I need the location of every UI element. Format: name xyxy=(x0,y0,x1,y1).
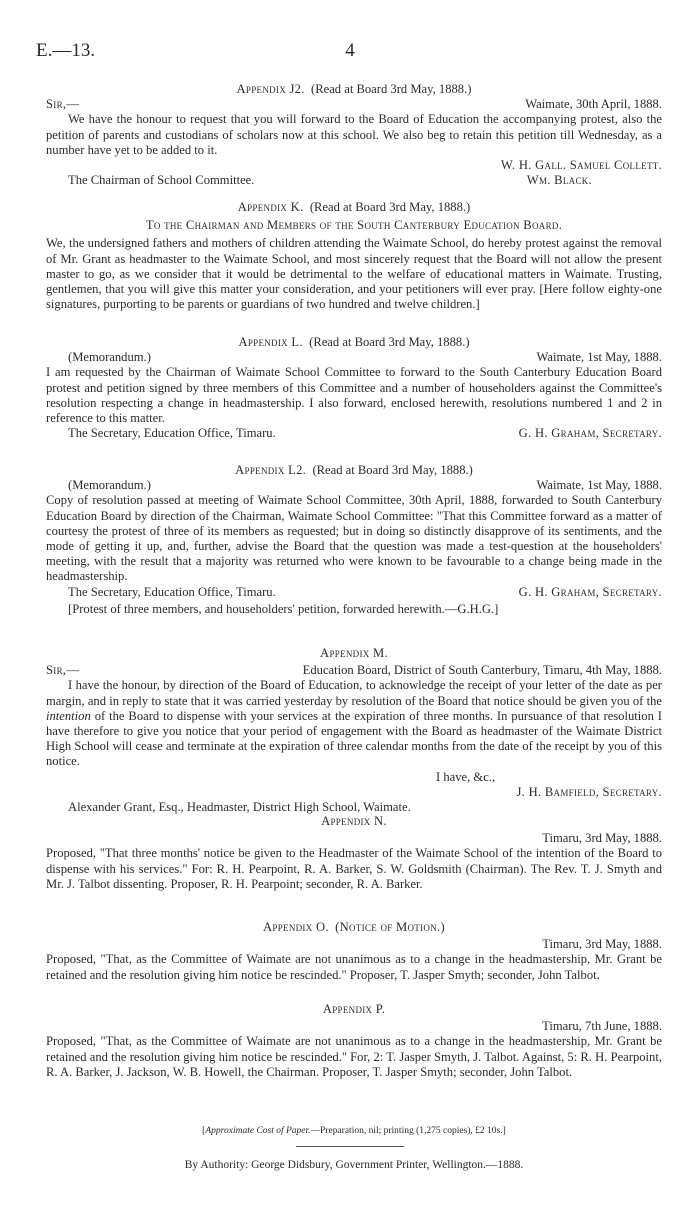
memo-row xyxy=(46,478,662,493)
closing: I have, &c., xyxy=(436,769,496,784)
letter-body-part: of the Board to dispense with your services at the expiration of three months. In pursuance of that resolution I have therefore to give you notice that your period of engagement with the Board as headmaster of the Waimate District High School will cease and terminate at the expiration of three calendar months from the date of the receipt by you of this notice. xyxy=(46,708,662,769)
dateline: Timaru, 7th June, 1888. xyxy=(542,1019,662,1034)
salutation: Sir,— xyxy=(46,97,80,112)
salutation-row xyxy=(46,663,662,678)
read-note: (Read at Board 3rd May, 1888.) xyxy=(309,200,471,214)
enclosure-note: [Protest of three members, and householders' petition, forwarded herewith.—G.H.G.] xyxy=(68,601,499,616)
appendix-j2-title xyxy=(46,82,662,97)
salutation: Sir,— xyxy=(46,663,80,678)
addressee: The Chairman of School Committee. xyxy=(68,173,255,188)
appendix-k xyxy=(46,200,662,312)
appendix-o xyxy=(46,920,662,983)
appendix-l-title xyxy=(46,335,662,350)
closing-row xyxy=(46,173,662,188)
cost-detail: —Preparation, nil; printing (1,275 copies), £2 10s. xyxy=(310,1126,503,1136)
signature: G. H. Graham, Secretary. xyxy=(518,426,662,441)
printer-authority: By Authority: George Didsbury, Government Printer, Wellington.—1888. xyxy=(184,1159,524,1171)
signature: J. H. Bamfield, Secretary. xyxy=(516,784,662,799)
appendix-o-title xyxy=(46,920,662,935)
appendix-heading: Appendix K. xyxy=(237,200,304,214)
closing-row xyxy=(46,426,662,441)
memo-body: I am requested by the Chairman of Waimate School Committee to forward to the South Canterbury Education Board protest and petition signed by three members of this Committee and a number of householders against the Committee's resolution respecting a change in headmastership. I also forward, enclosed herewith, resolutions numbered 1 and 2 in reference to this matter. xyxy=(46,365,662,426)
salutation-row xyxy=(46,97,662,112)
closing-row xyxy=(46,585,662,600)
dateline: Waimate, 1st May, 1888. xyxy=(536,350,662,365)
signature: G. H. Graham, Secretary. xyxy=(518,584,662,599)
read-note: (Read at Board 3rd May, 1888.) xyxy=(309,335,470,349)
addressee: Alexander Grant, Esq., Headmaster, District High School, Waimate. xyxy=(68,800,411,815)
cost-note: [Approximate Cost of Paper.—Preparation, nil; printing (1,275 copies), £2 10s.] xyxy=(202,1126,506,1136)
letter-body-emphasis: intention xyxy=(46,708,91,723)
appendix-l xyxy=(46,335,662,441)
appendix-heading: Appendix O. xyxy=(263,920,329,934)
letter-body-part: I have the honour, by direction of the Board of Education, to acknowledge the receipt of your letter of the date as per margin, and in reply to state that it was carried yesterday by resolution of the Board that notice should be given you of the xyxy=(46,678,662,708)
signature: Wm. Black. xyxy=(526,173,592,188)
addressee: The Secretary, Education Office, Timaru. xyxy=(68,426,276,441)
read-note: (Read at Board 3rd May, 1888.) xyxy=(312,463,473,477)
appendix-m xyxy=(46,646,662,815)
page-number: 4 xyxy=(345,40,355,61)
memo-label: (Memorandum.) xyxy=(68,478,151,493)
dateline: Waimate, 30th April, 1888. xyxy=(525,97,662,112)
appendix-heading: Appendix L2. xyxy=(235,463,307,477)
memo-row xyxy=(46,350,662,365)
appendix-heading: Appendix J2. xyxy=(236,82,305,96)
dateline: Waimate, 1st May, 1888. xyxy=(536,478,662,493)
appendix-p xyxy=(46,1002,662,1080)
dateline: Education Board, District of South Canterbury, Timaru, 4th May, 1888. xyxy=(302,663,662,678)
appendix-j2 xyxy=(46,82,662,188)
addressee: The Secretary, Education Office, Timaru. xyxy=(68,584,276,599)
appendix-l2 xyxy=(46,463,662,617)
appendix-k-title xyxy=(46,200,662,215)
footer-divider xyxy=(296,1146,404,1147)
notice-label: (Notice of Motion.) xyxy=(335,920,445,934)
memo-label: (Memorandum.) xyxy=(68,350,151,365)
appendix-heading: Appendix L. xyxy=(238,335,303,349)
letter-body: We have the honour to request that you will forward to the Board of Education the accompanying protest, also the petition of parents and custodians of scholars now at this school. We also beg to retain this petition till Wednesday, as a number have yet to be added to it. xyxy=(46,112,662,157)
resolution-body: Proposed, "That, as the Committee of Waimate are not unanimous as to a change in the headmastership, Mr. Grant be retained and the resolution giving him notice be rescinded." For, 2: T. Jasper Smyth, J. Talbot. Against, 5: R. H. Pearpoint, R. A. Barker, J. Jackson, W. B. Howell, the Chairman. Proposer, T. Jasper Smyth; seconder, John Talbot. xyxy=(46,1034,662,1079)
letter-body xyxy=(46,678,662,769)
dateline: Timaru, 3rd May, 1888. xyxy=(542,831,662,846)
motion-body: Proposed, "That, as the Committee of Waimate are not unanimous as to a change in the headmastership, Mr. Grant be retained and the resolution giving him notice be rescinded." Proposer, T. Jasper Smyth; seconder, John Talbot. xyxy=(46,952,662,982)
appendix-l2-title xyxy=(46,463,662,478)
cost-label: Approximate Cost of Paper. xyxy=(205,1126,311,1136)
appendix-heading: Appendix N. xyxy=(321,814,387,828)
appendix-heading: Appendix P. xyxy=(322,1002,386,1016)
petition-body: We, the undersigned fathers and mothers of children attending the Waimate School, do hereby protest against the removal of Mr. Grant as headmaster to the Waimate School, and most sincerely request that the Board will not allow the present master to go, as we consider that it would be detrimental to the welfare of educational matters in Waimate. Trusting, gentlemen, that you will give this matter your consideration, and your petitioners will ever pray. [Here follow eighty-one signatures, purporting to be parents or guardians of two hundred and twelve children.] xyxy=(46,236,662,312)
appendix-n xyxy=(46,814,662,892)
read-note: (Read at Board 3rd May, 1888.) xyxy=(311,82,472,96)
signatures: W. H. Gall. Samuel Collett. xyxy=(500,158,662,173)
resolution-body: Proposed, "That three months' notice be given to the Headmaster of the Waimate School of the intention of the Board to dispense with his services." For: R. H. Pearpoint, R. A. Barker, S. W. Goldsmith (Chairman). The Rev. T. J. Smyth and Mr. J. Talbot dissenting. Proposer, R. H. Pearpoint; seconder, R. A. Barker. xyxy=(46,846,662,891)
petition-address: To the Chairman and Members of the South Canterbury Education Board. xyxy=(145,218,563,233)
appendix-heading: Appendix M. xyxy=(320,646,388,660)
memo-body: Copy of resolution passed at meeting of Waimate School Committee, 30th April, 1888, forwarded to South Canterbury Education Board by direction of the Chairman, Waimate School Committee: "That this Committee forward as a matter of courtesy the protest of three of its members as requested; but in doing so distinctly disapprove of its sentiments, and the mode of getting it up, and, further, advise the Board that the question was made a test-question at the householders' meeting, with the result that a majority was returned who were known to be favourable to a change being made in the headmastership. xyxy=(46,493,662,584)
dateline: Timaru, 3rd May, 1888. xyxy=(542,937,662,952)
page-reference: E.—13. xyxy=(36,40,96,61)
